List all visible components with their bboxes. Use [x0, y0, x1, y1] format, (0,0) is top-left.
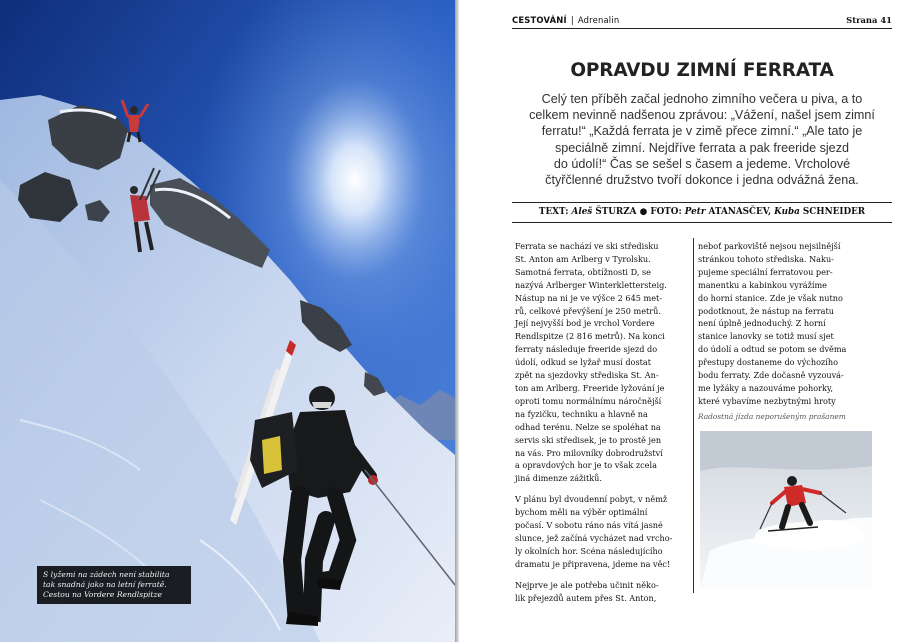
skier-in-powder-image — [700, 431, 872, 589]
body-paragraph: Ferrata se nachází ve ski středisku St. Anton am Arlberg v Tyrolsku. Samotná ferrata, obtížnosti D, se nazývá Arlberger Winterklettersteig. Nástup na ni je ve výšce 2 645 met- rů, celkové převýšení je 250 metrů. Její nejvyšší bod je vrchol Vordere Rendlspitze (2 816 metrů). Na konci ferraty následuje freeride sjezd do údolí, odkud se lyžař musí dostat zpět na sjezdovky střediska St. An- ton am Arlberg. Freeride lyžování je oproti tomu normálnímu náročnější na fyzičku, techniku a hlavně na odhad terénu. Nelze se spoléhat na servis ski středisek, je to prostě jen na vás. Pro milovníky dobrodružství a opravdových hor je to však zcela jiná dimenze zážitků. — [515, 241, 667, 484]
header-section: CESTOVÁNÍ | Adrenalin — [512, 15, 620, 25]
body-paragraph: V plánu byl dvoudenní pobyt, v němž bychom měli na výběr optimální počasí. V sobotu ráno nás vítá jasné slunce, jež začíná vycházet nad vrcho- ly okolních hor. Scéna následujícího dramatu je připravena, jdeme na věc! — [515, 494, 673, 569]
body-paragraph: Nejprve je ale potřeba učinit něko- lik přejezdů autem přes St. Anton, — [515, 579, 659, 603]
credits-rule-bottom — [512, 222, 892, 223]
article-lead: Celý ten příběh začal jednoho zimního večera u piva, a to celkem nevinně nadšenou zprávou: „Vážení, našel jsem zimní ferratu!“ „Každá ferrata je v zimě přece zimní.“ „Ale tato je speciálně zimní. Nejdříve ferrata a pak freeride sjezd do údolí!“ Čas se sešel s časem a jedeme. Vrcholové čtyřčlenné družstvo tvoří dokonce i jedna odvážná žena. — [529, 92, 875, 188]
credits-rule-top — [512, 202, 892, 203]
article-title: OPRAVDU ZIMNÍ FERRATA — [570, 60, 834, 81]
body-paragraph: neboť parkoviště nejsou nejsilnější stránkou tohoto střediska. Naku- pujeme speciální ferratovou per- manentku a kabinkou vyrážíme do horní stanice. Zde je však nutno podotknout, že nástup na ferratu není úplně jednoduchý. Z horní stanice lanovky se totiž musí sjet do údolí a odtud se potom se dvěma přestupy dostaneme do výchozího bodu ferraty. Zde dočasně vyzouvá- me lyžáky a nazouváme pohorky, které vybavíme nezbytnými hroty — [698, 241, 847, 406]
left-photo-caption: S lyžemi na zádech není stabilita tak snadná jako na letní ferratě. Cestou na Vordere Rendlspitze — [37, 566, 191, 604]
page-header — [512, 12, 892, 29]
small-photo-caption: Radostná jízda neporušeným prašanem — [698, 412, 846, 421]
body-column-2 — [698, 240, 874, 408]
article-credits: TEXT: Aleš ŠTURZA ● FOTO: Petr ATANASČEV, Kuba SCHNEIDER — [538, 207, 866, 217]
right-page-article — [459, 0, 900, 642]
page-number: Strana 41 — [846, 15, 892, 25]
skier-photo — [700, 431, 872, 589]
column-divider — [693, 238, 694, 593]
body-column-1 — [515, 240, 691, 604]
